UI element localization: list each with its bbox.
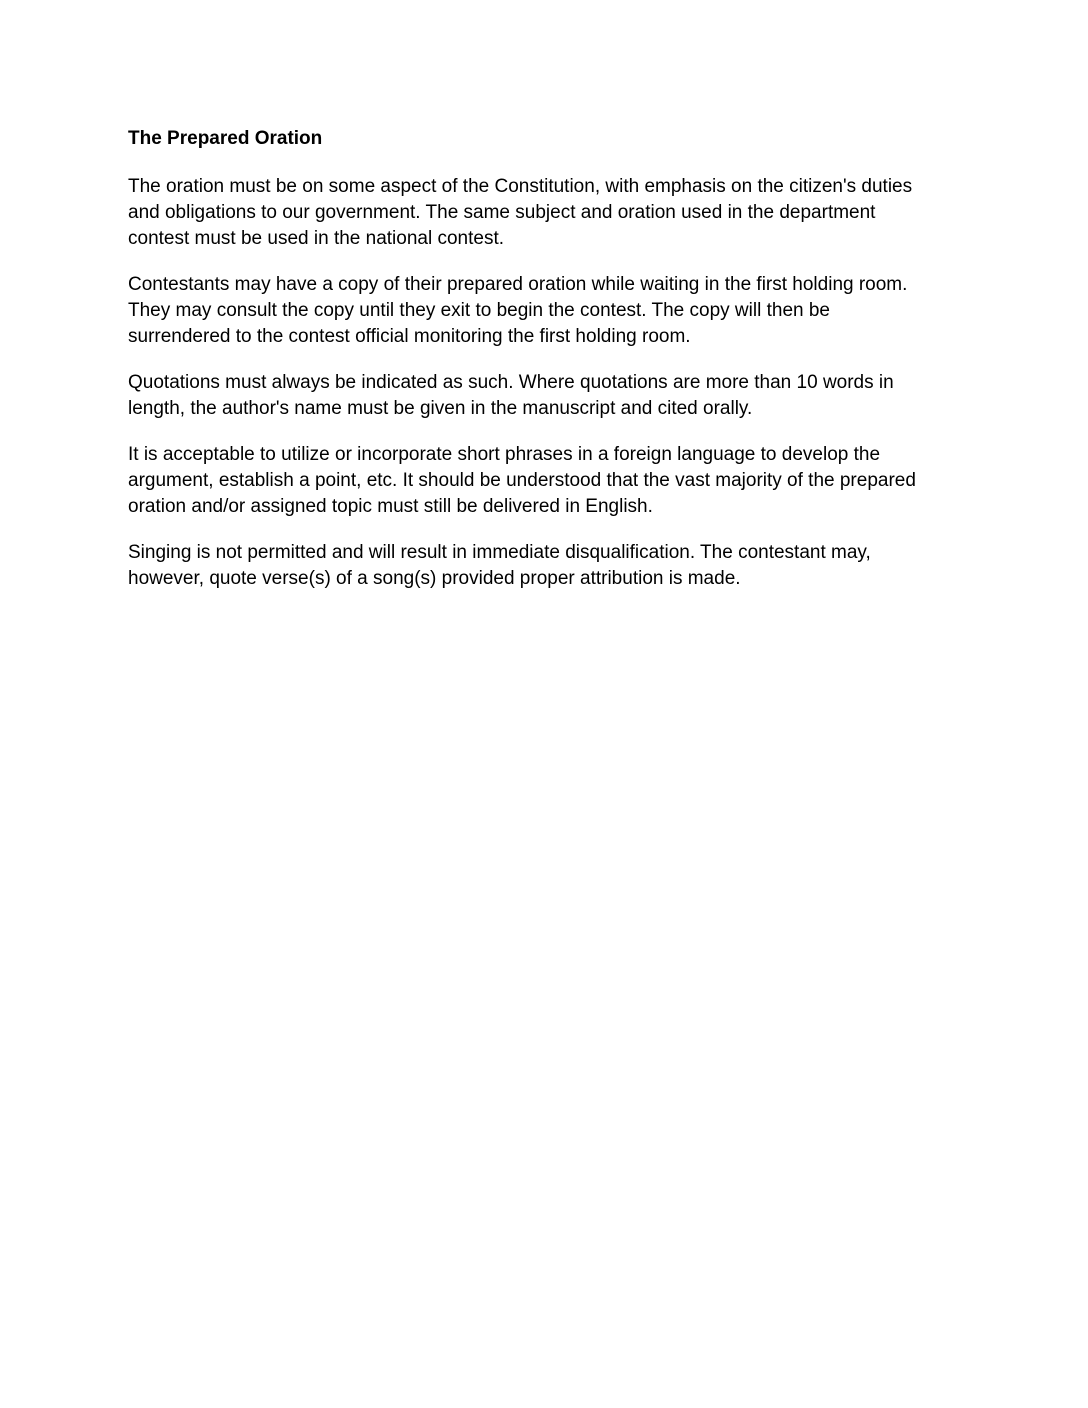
paragraph-line: Singing is not permitted and will result in immediate disqualification. The contestant may, (128, 542, 871, 563)
paragraph-line: length, the author's name must be given in the manuscript and cited orally. (128, 398, 753, 419)
paragraph-line: surrendered to the contest official monitoring the first holding room. (128, 326, 691, 347)
paragraph-copy-policy (128, 272, 958, 350)
paragraph-line: however, quote verse(s) of a song(s) provided proper attribution is made. (128, 568, 741, 589)
paragraph-quotations (128, 370, 958, 422)
paragraph-line: The oration must be on some aspect of the Constitution, with emphasis on the citizen's duties (128, 176, 913, 197)
document-body (128, 124, 958, 612)
paragraph-line: oration and/or assigned topic must still be delivered in English. (128, 496, 653, 517)
paragraph-line: and obligations to our government. The same subject and oration used in the department (128, 202, 876, 223)
paragraph-line: They may consult the copy until they exit to begin the contest. The copy will then be (128, 300, 830, 321)
paragraph-line: contest must be used in the national contest. (128, 228, 505, 249)
paragraph-foreign-language (128, 442, 958, 520)
document-title: The Prepared Oration (128, 128, 323, 149)
paragraph-line: Contestants may have a copy of their prepared oration while waiting in the first holding room. (128, 274, 908, 295)
paragraph-subject (128, 174, 958, 252)
paragraph-line: Quotations must always be indicated as such. Where quotations are more than 10 words in (128, 372, 894, 393)
paragraph-line: It is acceptable to utilize or incorporate short phrases in a foreign language to develop the (128, 444, 881, 465)
paragraph-line: argument, establish a point, etc. It should be understood that the vast majority of the prepared (128, 470, 916, 491)
paragraph-singing (128, 540, 958, 592)
